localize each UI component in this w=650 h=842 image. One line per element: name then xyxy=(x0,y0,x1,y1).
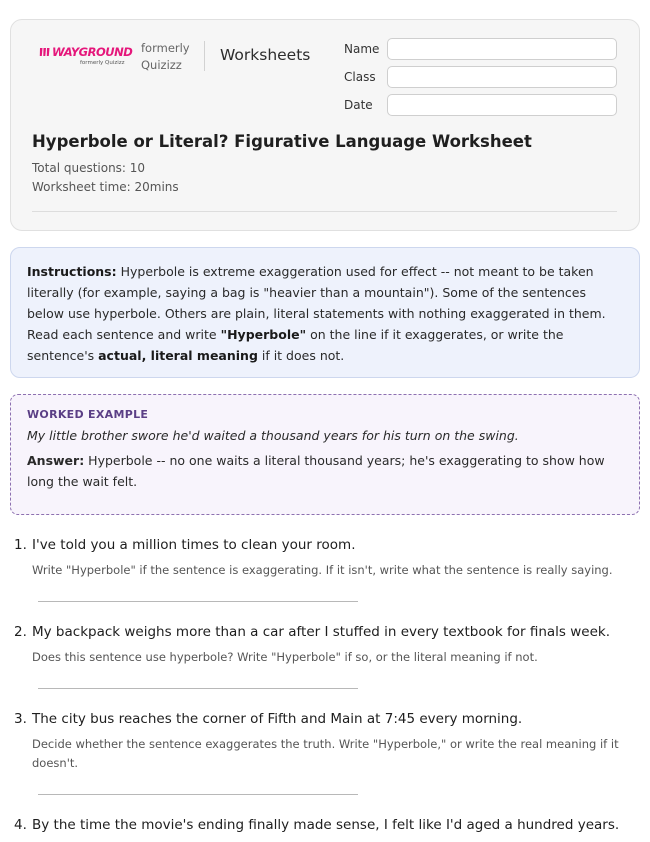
instructions-text: on the line if it exaggerates, or write the sentence's xyxy=(27,327,564,363)
logo-wordmark: WAYGROUND xyxy=(52,45,133,59)
question-number: 4. xyxy=(14,817,27,833)
question-hint: Write "Hyperbole" if the sentence is exaggerating. If it isn't, write what the sentence is really saying. xyxy=(32,563,613,577)
quizizz-line: Quizizz xyxy=(141,58,182,72)
instructions-box xyxy=(10,247,640,378)
worked-example-box xyxy=(10,394,640,515)
answer-line-1[interactable] xyxy=(38,601,358,602)
answer-line-2[interactable] xyxy=(38,688,358,689)
question-1 xyxy=(14,537,640,580)
example-answer xyxy=(27,450,625,492)
name-label: Name xyxy=(344,42,380,56)
question-2 xyxy=(14,624,640,667)
question-number: 2. xyxy=(14,624,27,640)
question-3 xyxy=(14,711,640,773)
example-heading: WORKED EXAMPLE xyxy=(27,408,149,421)
worksheet-time: Worksheet time: 20mins xyxy=(32,180,179,194)
question-hint: Decide whether the sentence exaggerates the truth. Write "Hyperbole," or write the real meaning if it doesn't. xyxy=(32,737,619,770)
wayground-logo xyxy=(39,45,133,76)
example-sentence: My little brother swore he'd waited a thousand years for his turn on the swing. xyxy=(27,428,519,443)
logo-mark-icon xyxy=(39,46,51,58)
class-label: Class xyxy=(344,70,376,84)
example-answer-label: Answer: xyxy=(27,453,85,468)
header-divider xyxy=(204,41,205,71)
answer-line-3[interactable] xyxy=(38,794,358,795)
formerly-line: formerly xyxy=(141,41,190,55)
name-field[interactable] xyxy=(387,38,617,60)
date-label: Date xyxy=(344,98,373,112)
question-text: I've told you a million times to clean your room. xyxy=(32,537,356,553)
question-number: 1. xyxy=(14,537,27,553)
question-text: The city bus reaches the corner of Fifth and Main at 7:45 every morning. xyxy=(32,711,523,727)
logo-subtext: formerly Quizizz xyxy=(80,60,125,66)
instructions-bold-hyperbole: "Hyperbole" xyxy=(220,327,307,342)
question-text: My backpack weighs more than a car after I stuffed in every textbook for finals week. xyxy=(32,624,611,640)
formerly-note xyxy=(141,40,201,74)
example-answer-text: Hyperbole -- no one waits a literal thousand years; he's exaggerating to show how long the wait felt. xyxy=(27,453,605,489)
question-number: 3. xyxy=(14,711,27,727)
header-rule xyxy=(32,211,617,212)
question-hint: Does this sentence use hyperbole? Write "Hyperbole" if so, or the literal meaning if not. xyxy=(32,650,538,664)
section-label: Worksheets xyxy=(220,46,311,64)
total-questions: Total questions: 10 xyxy=(32,161,146,175)
worksheet-header xyxy=(10,19,640,231)
instructions-text: if it does not. xyxy=(257,348,345,363)
worksheet-title: Hyperbole or Literal? Figurative Language Worksheet xyxy=(32,132,532,151)
question-4 xyxy=(14,817,640,833)
instructions-text: Hyperbole is extreme exaggeration used for effect -- not meant to be taken literally (for example, saying a bag is "heavier than a mountain"). Some of the sentences below use hyperbole. Others are plain, literal statements with nothing exaggerated in them. Read each sentence and write xyxy=(27,264,606,342)
date-field[interactable] xyxy=(387,94,617,116)
question-text: By the time the movie's ending finally made sense, I felt like I'd aged a hundred years. xyxy=(32,817,620,833)
class-field[interactable] xyxy=(387,66,617,88)
instructions-bold-literal: actual, literal meaning xyxy=(98,348,258,363)
instructions-label: Instructions: xyxy=(27,264,117,279)
